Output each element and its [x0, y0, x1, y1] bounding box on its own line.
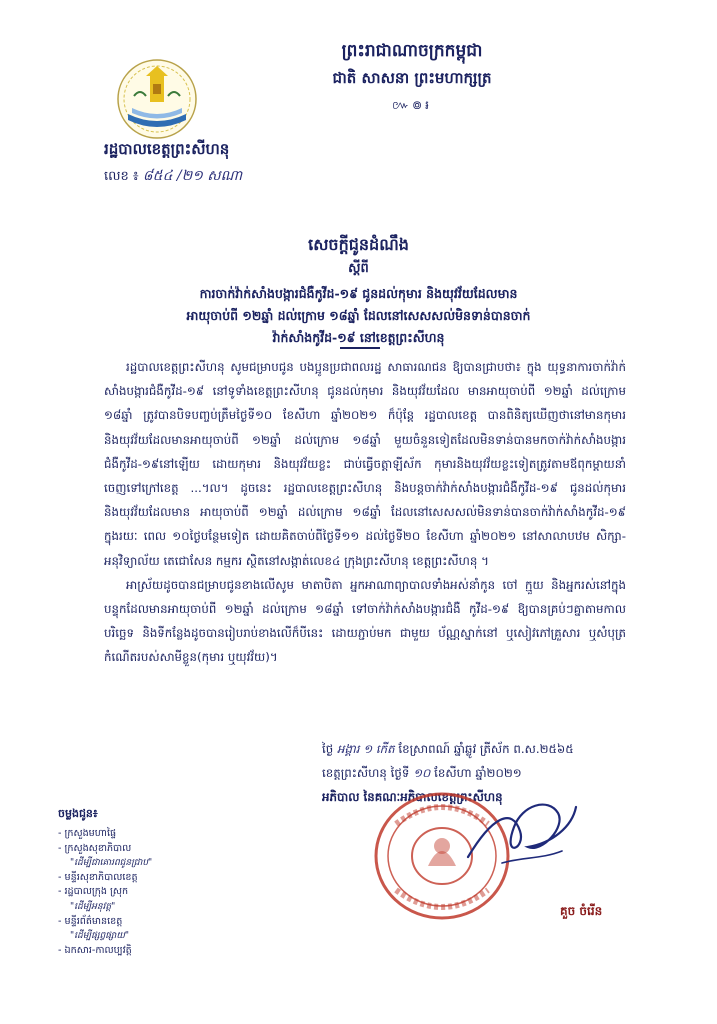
kingdom-name: ព្រះរាជាណាចក្រកម្ពុជា — [341, 41, 483, 61]
national-motto: ជាតិ សាសនា ព្រះមហាក្សត្រ — [332, 69, 492, 87]
body-line: មានអាយុចាប់ពី ១២ឆ្នាំ ដល់ក្រោម ១៨ឆ្នាំ ត្រូវបានបិទបញ្ចប់ត្រឹមថ្ងៃទី១០ ខែសីហា ឆ្នាំ២០២១ ក៏ប៉ុន្តែ — [104, 384, 627, 423]
body-line: រដ្ឋបាលខេត្ត បានពិនិត្យឃើញថានៅមានកុមារ និងយុវវ័យដែលមានអាយុចាប់ពី ១២ឆ្នាំ ដល់ក្រោម ១៨ឆ្នាំ — [104, 408, 626, 447]
body-line: ជាប់ធ្វើចត្តាឡីស័ក កុមារនិងយុវវ័យខ្លះទៀតត្រូវតាមឪពុកម្ដាយនាំចេញទៅក្រៅខេត្ត ...។ល។ ដូចនេះ — [104, 456, 627, 496]
body-paragraph — [104, 573, 626, 670]
cc-item-purpose: "ដើម្បីអនុវត្ត" — [70, 901, 116, 912]
reference-number: ៨៥៤ /២១ សណា — [142, 168, 243, 184]
lunar-date-suffix: ខែស្រាពណ៍ ឆ្នាំឆ្លូវ ត្រីស័ក ព.ស.២៥៦៥ — [398, 742, 574, 756]
provincial-emblem-icon — [116, 58, 198, 140]
cc-list — [58, 827, 152, 958]
cc-item: - មន្ទីរព័ត៌មានខេត្ត — [58, 915, 123, 927]
title-divider — [340, 347, 380, 349]
body-line: សិក្សា-អនុវិទ្យាល័យ តេជោសែន កម្មករ ស្ថិតនៅសង្កាត់លេខ៤ ក្រុងព្រះសីហនុ ខេត្តព្រះសីហនុ ។ — [104, 529, 627, 568]
body-line: រដ្ឋបាលខេត្តព្រះសីហនុ សូមជម្រាបជូន បងប្អូនប្រជាពលរដ្ឋ សាធារណជន ឱ្យបានជ្រាបថា៖ ក្នុង — [126, 360, 542, 374]
title-main: សេចក្ដីជូនដំណឹង — [308, 235, 409, 254]
official-title: អភិបាល នៃគណៈអភិបាលខេត្តព្រះសីហនុ — [322, 790, 503, 804]
body-line: រដ្ឋបាលខេត្តព្រះសីហនុ និងបន្តចាក់វ៉ាក់សាំងបង្ការជំងឺកូវីដ-១៩ ជូនដល់កុមារ និងយុវវ័យដែលមាន — [104, 481, 626, 520]
solar-date-handwritten: ១០ — [413, 766, 431, 780]
ornament: ៚៙៛ — [392, 98, 432, 112]
lunar-date-handwritten: អង្គារ ១ កើត — [336, 742, 395, 756]
cc-item: - មន្ទីរសុខាភិបាលខេត្ត — [58, 871, 138, 883]
body-line: ជាមួយ ប័ណ្ណស្នាក់នៅ ឬសៀវភៅគ្រួសារ ឬសំបុត្រកំណើតរបស់សាមីខ្លួន(កុមារ ឬយុវវ័យ)។ — [104, 626, 626, 665]
notice-title — [60, 234, 657, 349]
cc-item-purpose: "ដើម្បីផ្សព្វផ្សាយ" — [70, 931, 130, 942]
subject-line: វ៉ាក់សាំងកូវីដ-១៩ នៅខេត្តព្រះសីហនុ — [272, 330, 445, 345]
signer-name: គួច ចំរើន — [560, 904, 603, 918]
reference-label: លេខ ៖ — [104, 169, 139, 184]
title-subject — [60, 283, 657, 349]
body-line: អាស្រ័យដូចបានជម្រាបជូនខាងលើសូម មាតាបិតា អ្នកអាណាព្យាបាលទាំងអស់នាំកូន ចៅ — [126, 577, 518, 592]
body-line: កូវីដ-១៩ ឱ្យបានគ្រប់ៗគ្នាតាមកាលបរិច្ឆេទ និងទីកន្លែងដូចបានរៀបរាប់ខាងលើក៏បីនេះ ដោយភ្ជាប់មក — [104, 602, 627, 641]
solar-date-suffix: ខែសីហា ឆ្នាំ២០២១ — [434, 766, 522, 780]
cc-item: - ឯកសារ-កាលប្បវត្តិ — [58, 944, 132, 956]
body-line: យុទ្ធនាការចាក់វ៉ាក់សាំងបង្ការជំងឺកូវីដ-១៩ នៅទូទាំងខេត្តព្រះសីហនុ ជូនដល់កុមារ និងយុវវ័យដែល — [104, 360, 627, 399]
sender-name: រដ្ឋបាលខេត្តព្រះសីហនុ — [104, 140, 230, 158]
body-line: ពេល ១០ថ្ងៃបន្ថែមទៀត ដោយគិតចាប់ពីថ្ងៃទី១១ ដល់ថ្ងៃទី២០ ខែសីហា ឆ្នាំ២០២១ នៅសាលាបឋម — [143, 529, 590, 544]
body-paragraph — [104, 355, 626, 573]
title-about: ស្ដីពី — [348, 261, 369, 276]
subject-line: អាយុចាប់ពី ១២ឆ្នាំ ដល់ក្រោម ១៨ឆ្នាំ ដែលនៅសេសសល់មិនទាន់បានចាក់ — [186, 308, 531, 323]
reference-line — [104, 166, 242, 187]
body-line: មួយចំនួនទៀតដែលមិនទាន់បានមកចាក់វ៉ាក់សាំងបង្ការជំងឺកូវីដ-១៩នៅឡើយ ដោយកុមារ និងយុវវ័យខ្លះ — [104, 432, 626, 471]
body-line: អាយុចាប់ពី ១២ឆ្នាំ ដល់ក្រោម ១៨ឆ្នាំ ដែលនៅសេសសល់មិនទាន់បានចាក់វ៉ាក់សាំងកូវីដ-១៩ ក្នុងរយៈ — [104, 505, 627, 544]
lunar-date — [322, 737, 652, 761]
subject-line: ការចាក់វ៉ាក់សាំងបង្ការជំងឺកូវីដ-១៩ ជូនដល់កុមារ និងយុវវ័យដែលមាន — [199, 286, 518, 301]
body-line: ក្មួយ និងអ្នករស់នៅក្នុងបន្ទុកដែលមានអាយុចាប់ពី ១២ឆ្នាំ ដល់ក្រោម ១៨ឆ្នាំ ទៅចាក់វ៉ាក់សាំងបង្ការជំងឺ — [104, 577, 627, 617]
letterhead — [292, 40, 532, 115]
cc-item: - ក្រសួងសុខាភិបាល — [58, 842, 132, 854]
solar-date-prefix: ខេត្តព្រះសីហនុ ថ្ងៃទី — [322, 766, 410, 780]
solar-date — [322, 761, 652, 785]
cc-item-purpose: "ដើម្បីជាគោរពជូនជ្រាប" — [70, 858, 153, 869]
signature-icon — [462, 787, 582, 877]
cc-item: - ក្រសួងមហាផ្ទៃ — [58, 828, 117, 839]
cc-heading: ចម្លងជូន៖ — [58, 807, 98, 820]
notice-body — [104, 355, 626, 670]
cc-item: - រដ្ឋបាលក្រុង ស្រុក — [58, 886, 129, 898]
lunar-date-prefix: ថ្ងៃ — [322, 742, 334, 756]
